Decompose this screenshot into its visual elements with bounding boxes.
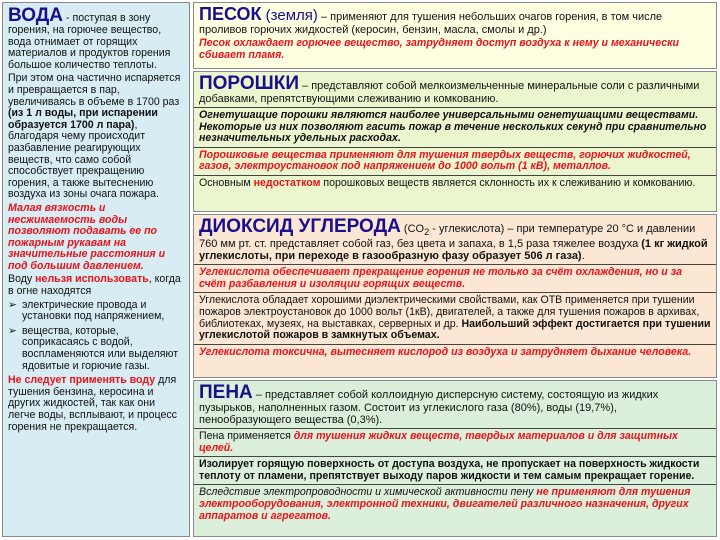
powder-panel [193, 71, 717, 212]
water-p2-b: (из 1 л воды, при испарении образуется 1700 л пара) [8, 107, 158, 131]
water-bullet-2-text: вещества, которые, соприкасаясь с водой, воспламеняются или выделяют ядовитые и горючие газы. [22, 324, 179, 372]
sand-desc: – применяют для тушения небольших очагов горения, в том числе проливов горючих жидкостей (керосин, бензин, масла, смолы и др.) [199, 11, 663, 36]
water-red-note: Малая вязкость и несжимаемость воды позволяют подавать ее по пожарным рукавам на значительные расстояния и под большим давлением. [8, 201, 166, 272]
water-p2-a: При этом она частично испаряется и превращается в пар, увеличиваясь в объеме в 1700 раз [8, 72, 181, 108]
foam-restriction [199, 487, 711, 522]
co2-red-note: Углекислота обеспечивает прекращение горения не только за счёт охлаждения, но и за счёт разбавления и изоляции горящих веществ. [199, 266, 682, 290]
divider [194, 107, 716, 108]
bullet-arrow-icon: ➢ [8, 324, 17, 337]
sand-title: ПЕСОК [199, 4, 262, 24]
foam-last-a: Вследствие электропроводности и химической активности пену [199, 486, 537, 499]
foam-last-b: не применяют для тушения электрооборудования, электронной техники, двигателей различного назначения, других аппаратов и агрегатов. [199, 486, 691, 522]
water-bullet-2 [8, 326, 184, 372]
foam-use-a: Пена применяется [199, 430, 294, 442]
water-cannot-a: Воду [8, 273, 36, 286]
powder-title: ПОРОШКИ [199, 73, 299, 94]
sand-header [199, 5, 711, 36]
powder-last-c: порошковых веществ является склонность их к слеживанию и комкованию. [320, 176, 696, 189]
sand-title-sub: (земля) [261, 7, 318, 24]
foam-header [199, 383, 711, 426]
co2-header [199, 217, 711, 262]
divider [194, 264, 716, 265]
co2-desc-bold: (1 кг жидкой углекислоты, при переходе в газообразную фазу образует 506 л газа) [199, 238, 708, 263]
divider [194, 175, 716, 176]
divider [194, 292, 716, 293]
co2-title: ДИОКСИД УГЛЕРОДА [199, 216, 401, 237]
divider [194, 484, 716, 485]
water-intro: - поступая в зону горения, на горючее вещество, вода отнимает от горящих материалов и продуктов горения большое количество теплоты. [8, 12, 171, 71]
foam-desc: – представляет собой коллоидную дисперсную систему, состоящую из жидких пузырьков, наполненных газом. Состоит из углекислого газа (80%), воды (19,7%), пенообразующего вещества (0,3%). [199, 389, 659, 426]
powder-bold-note: Огнетушащие порошки являются наиболее универсальными огнетушащими веществами. Некоторые из них позволяют гасить пожар в течение нескольких секунд при сравнительно незначительных удельных расходах. [199, 109, 707, 145]
foam-panel [193, 380, 717, 537]
powder-desc: – представляют собой мелкоизмельченные минеральные соли с различными добавками, препятствующими слеживанию и комкованию. [199, 80, 700, 105]
foam-use-b: для тушения жидких веществ, твердых материалов и для защитных целей. [199, 430, 678, 454]
divider [194, 147, 716, 148]
co2-properties [199, 295, 711, 341]
water-intro-paragraph [8, 6, 184, 71]
co2-red-note-2: Углекислота токсична, вытесняет кислород из воздуха и затрудняет дыхание человека. [199, 345, 692, 358]
foam-usage [199, 431, 711, 454]
divider [194, 456, 716, 457]
foam-bold-note: Изолирует горящую поверхность от доступа воздуха, не пропускает на поверхность жидкости теплоту от пламени, препятствует выходу паров жидкости и тем самым прекращает горение. [199, 458, 700, 482]
water-tail: для тушения бензина, керосина и других жидкостей, так как они легче воды, всплывают, и процесс горения не прекращается. [8, 374, 177, 433]
co2-desc-b: - углекислота) – при температуре 20 °С и давлении 760 мм рт. ст. представляет собой газ, без цвета и запаха, в 1,5 раза тяжелее воздуха [199, 223, 696, 251]
powder-last-a: Основным [199, 176, 254, 189]
water-cannot-paragraph [8, 274, 184, 297]
sand-panel [193, 2, 717, 69]
water-evaporation-paragraph [8, 73, 184, 201]
powder-drawback [199, 178, 711, 190]
water-bullet-1-text: электрические провода и установки под напряжением, [22, 298, 165, 323]
water-panel [2, 2, 190, 537]
water-cannot-c: , когда в огне находятся [8, 273, 181, 298]
co2-panel [193, 214, 717, 378]
co2-desc-end: . [581, 250, 585, 263]
bullet-arrow-icon: ➢ [8, 298, 17, 311]
co2-desc-sub: 2 [424, 227, 430, 238]
co2-desc-a: (CO [400, 223, 425, 235]
powder-header [199, 74, 711, 105]
powder-last-b: недостатком [253, 176, 321, 189]
divider [194, 428, 716, 429]
water-title: ВОДА [8, 5, 64, 26]
co2-plain-a: Углекислота обладает хорошими диэлектрическими свойствами, как ОТВ применяется при тушении пожаров электроустановок до 1000 вольт (1кВ), двигателей, а также для тушения пожаров в архивах, библиотеках, музеях, на выставках, серверных и др. [199, 294, 700, 330]
foam-title: ПЕНА [199, 382, 253, 403]
water-p2-c: , благодаря чему происходит разбавление реагирующих веществ, что само собой способствует прекращению горения, а также вытеснению воздуха из зоны очага пожара. [8, 118, 159, 201]
divider [194, 344, 716, 345]
co2-plain-b: Наибольший эффект достигается при тушении углекислотой пожаров в замкнутых объемах. [199, 317, 711, 342]
water-bullet-1 [8, 300, 184, 323]
powder-red-note: Порошковые вещества применяют для тушения твердых веществ, горючих жидкостей, газов, электроустановок под напряжением до 1000 вольт (1 кВ), металлов. [199, 148, 691, 173]
water-red-note-2: Не следует применять воду [8, 374, 156, 387]
water-tail-paragraph [8, 375, 184, 433]
water-cannot-b: нельзя использовать [35, 273, 149, 286]
sand-red-note: Песок охлаждает горючее вещество, затрудняет доступ воздуха к нему и механически сбивает пламя. [199, 37, 679, 61]
